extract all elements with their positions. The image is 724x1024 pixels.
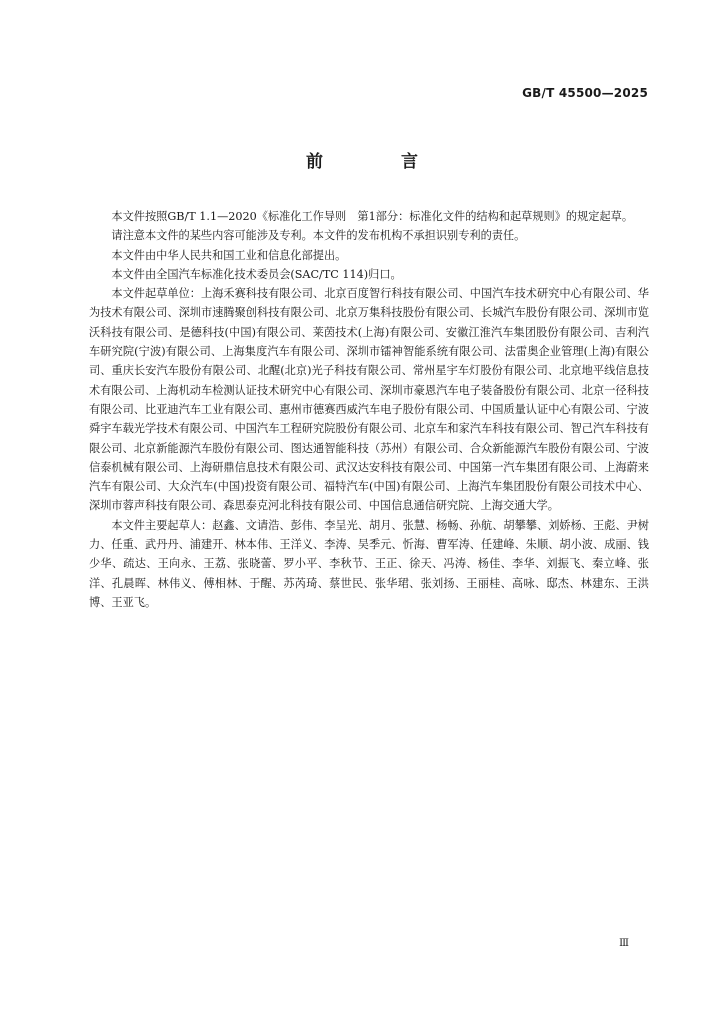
page-number: III	[619, 938, 628, 949]
foreword-body	[89, 207, 649, 612]
page-title: 前 言	[306, 152, 454, 172]
standard-number: GB/T 45500—2025	[522, 86, 648, 100]
centralized-management-paragraph: 本文件由全国汽车标准化技术委员会(SAC/TC 114)归口。	[111, 267, 402, 281]
proposer-paragraph: 本文件由中华人民共和国工业和信息化部提出。	[111, 248, 347, 262]
drafting-rules-paragraph: 本文件按照GB/T 1.1—2020《标准化工作导则 第1部分：标准化文件的结构和起草规则》的规定起草。	[111, 210, 634, 223]
patent-notice-paragraph: 请注意本文件的某些内容可能涉及专利。本文件的发布机构不承担识别专利的责任。	[111, 229, 526, 243]
drafting-organizations-paragraph: 本文件起草单位：上海禾赛科技有限公司、北京百度智行科技有限公司、中国汽车技术研究中心有限公司、华为技术有限公司、深圳市速腾聚创科技有限公司、北京万集科技股份有限公司、长城汽车股份有限公司、深圳市览沃科技有限公司、是德科技(中国)有限公司、莱茵技术(上海)有限公司、安徽江淮汽车集团股份有限公司、吉利汽车研究院(宁波)有限公司、上海集度汽车有限公司、深圳市镭神智能系统有限公司、法雷奥企业管理(上海)有限公司、重庆长安汽车股份有限公司、北醒(北京)光子科技有限公司、常州星宇车灯股份有限公司、北京地平线信息技术有限公司、上海机动车检测认证技术研究中心有限公司、深圳市豪恩汽车电子装备股份有限公司、北京一径科技有限公司、比亚迪汽车工业有限公司、惠州市德赛西威汽车电子股份有限公司、中国质量认证中心有限公司、宁波舜宇车载光学技术有限公司、中国汽车工程研究院股份有限公司、北京车和家汽车科技有限公司、智己汽车科技有限公司、北京新能源汽车股份有限公司、图达通智能科技（苏州）有限公司、合众新能源汽车股份有限公司、宁波信泰机械有限公司、上海研鼎信息技术有限公司、武汉达安科技有限公司、中国第一汽车集团有限公司、上海蔚来汽车有限公司、大众汽车(中国)投资有限公司、福特汽车(中国)有限公司、上海汽车集团股份有限公司技术中心、深圳市蓉声科技有限公司、森思泰克河北科技有限公司、中国信息通信研究院、上海交通大学。	[89, 287, 649, 513]
main-drafters-paragraph: 本文件主要起草人：赵鑫、文请浩、彭伟、李呈光、胡月、张慧、杨畅、孙航、胡攀攀、刘娇杨、王彪、尹树力、任重、武丹丹、浦建开、林本伟、王洋义、李涛、吴季元、忻海、曹军涛、任建峰、朱顺、胡小波、成丽、钱少华、疏达、王向永、王荔、张晓蕾、罗小平、李秋节、王正、徐天、冯涛、杨佳、李华、刘振飞、秦立峰、张洋、孔晨晖、林伟义、傅相林、于醒、苏芮琦、蔡世民、张华珺、张刘扬、王丽桂、高咏、邸杰、林建东、王洪博、王亚飞。	[89, 518, 649, 609]
